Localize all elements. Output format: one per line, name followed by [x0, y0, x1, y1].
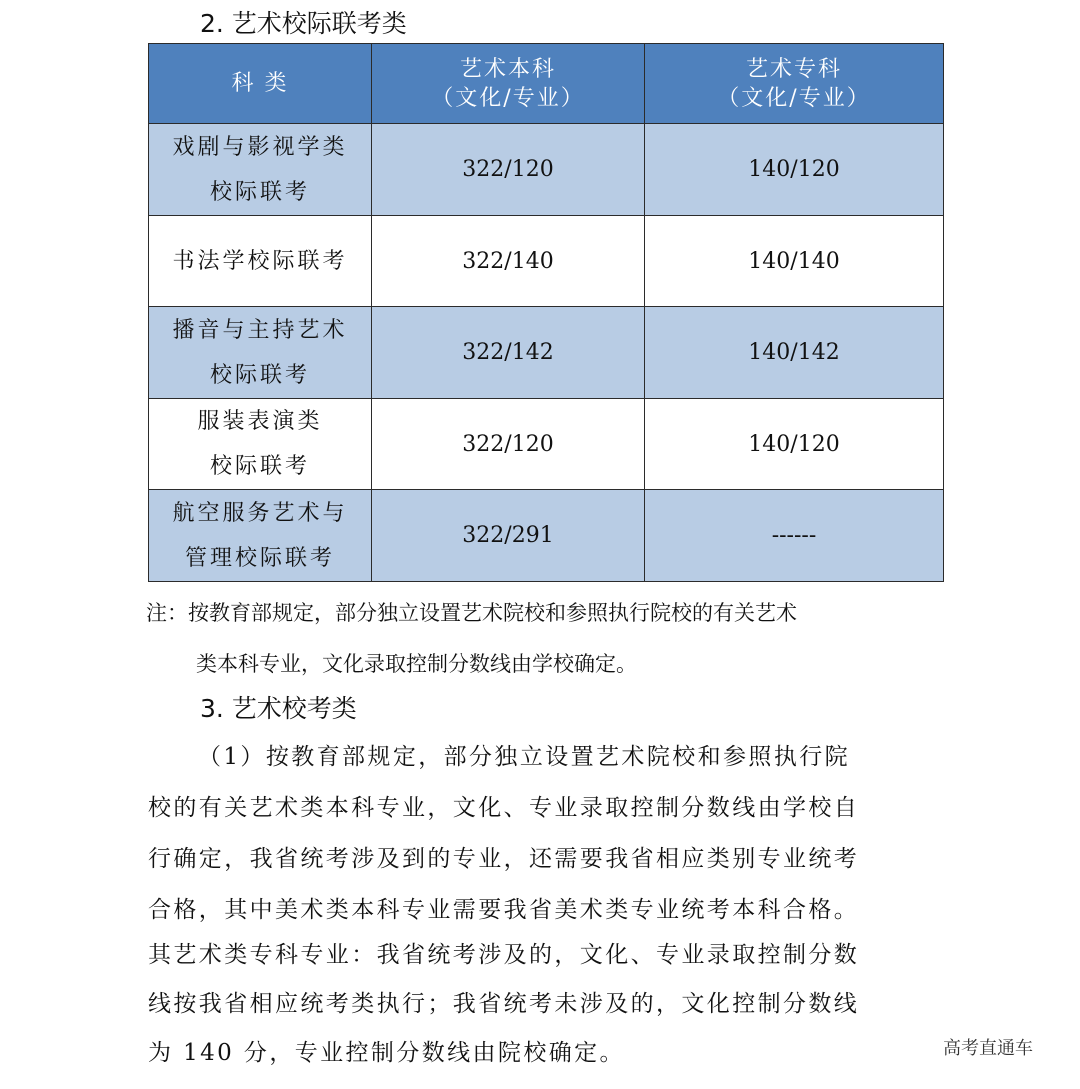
- row-category: [149, 399, 372, 490]
- table-note-line: 注：按教育部规定，部分独立设置艺术院校和参照执行院校的有关艺术: [146, 601, 797, 625]
- header-category: 科 类: [149, 44, 372, 124]
- row-category-line: 服装表演类: [197, 409, 323, 434]
- paragraph-line: 其艺术类专科专业：我省统考涉及的，文化、专业录取控制分数: [148, 942, 860, 968]
- row-undergrad-score: 322/120: [372, 124, 645, 216]
- paragraph-line: 合格，其中美术类本科专业需要我省美术类专业统考本科合格。: [148, 897, 860, 923]
- row-category-line: 播音与主持艺术: [172, 317, 348, 343]
- row-undergrad-score: 322/140: [372, 216, 645, 307]
- row-junior-score: 140/120: [645, 124, 944, 216]
- table-header-row: [149, 44, 944, 124]
- row-undergrad-score: 322/142: [372, 307, 645, 399]
- row-junior-score: 140/120: [645, 399, 944, 490]
- row-category-line: 航空服务艺术与: [172, 500, 348, 526]
- table-row: [149, 399, 944, 490]
- row-category-line: 戏剧与影视学类: [172, 134, 348, 160]
- paragraph-line: 为 140 分，专业控制分数线由院校确定。: [148, 1040, 625, 1066]
- row-junior-score: 140/140: [645, 216, 944, 307]
- row-category-line: 校际联考: [209, 179, 310, 205]
- row-category-line: 管理校际联考: [184, 545, 335, 571]
- section-3-heading: 3. 艺术校考类: [200, 694, 357, 723]
- row-undergrad-score: 322/291: [372, 490, 645, 582]
- paragraph-line: 线按我省相应统考类执行；我省统考未涉及的，文化控制分数线: [148, 991, 860, 1017]
- score-table: [148, 43, 944, 582]
- row-category-line: 书法学校际联考: [172, 248, 348, 274]
- row-junior-score: ------: [645, 490, 944, 582]
- header-undergrad-line1: 艺术本科: [459, 56, 556, 82]
- section-2-heading: 2. 艺术校际联考类: [200, 9, 407, 38]
- header-junior: [645, 44, 944, 124]
- paragraph-line: （1）按教育部规定，部分独立设置艺术院校和参照执行院: [198, 744, 851, 770]
- row-junior-score: 140/142: [645, 307, 944, 399]
- header-undergrad: [372, 44, 645, 124]
- table-row: [149, 307, 944, 399]
- row-category: [149, 307, 372, 399]
- row-undergrad-score: 322/120: [372, 399, 645, 490]
- row-category-line: 校际联考: [209, 454, 310, 479]
- table-row: [149, 216, 944, 307]
- header-junior-line1: 艺术专科: [745, 56, 842, 82]
- row-category: [149, 490, 372, 582]
- row-category: [149, 124, 372, 216]
- row-category: [149, 216, 372, 307]
- table-row: [149, 124, 944, 216]
- watermark-text: 高考直通车: [943, 1038, 1033, 1059]
- paragraph-line: 校的有关艺术类本科专业，文化、专业录取控制分数线由学校自: [148, 795, 860, 821]
- header-undergrad-line2: （文化/专业）: [431, 85, 585, 111]
- paragraph-line: 行确定，我省统考涉及到的专业，还需要我省相应类别专业统考: [148, 846, 860, 872]
- table-note-line: 类本科专业，文化录取控制分数线由学校确定。: [196, 652, 637, 676]
- row-category-line: 校际联考: [209, 362, 310, 388]
- table-row: [149, 490, 944, 582]
- header-junior-line2: （文化/专业）: [717, 85, 871, 111]
